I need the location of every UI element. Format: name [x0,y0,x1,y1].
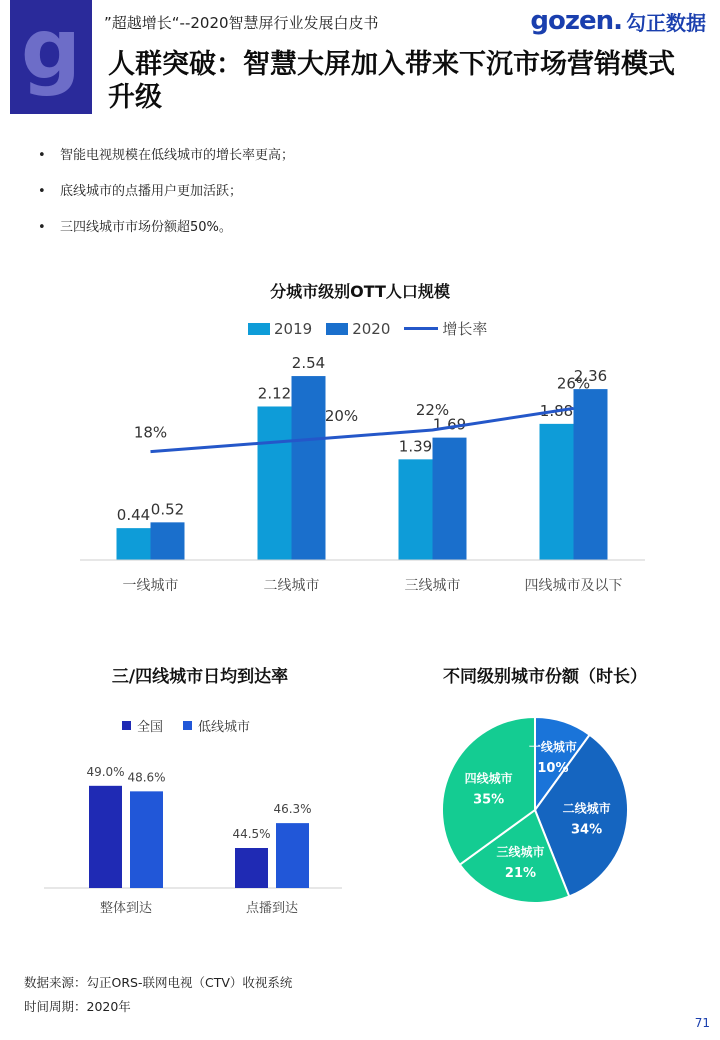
bar-low-tier [276,823,309,888]
category-label: 点播到达 [245,901,299,916]
svg-text:g: g [20,0,82,98]
legend-item-low-tier [183,716,250,735]
time-period: 时间周期：2020年 [24,999,131,1014]
bar-2020 [151,522,185,560]
slice-label: 四线城市 [464,771,513,786]
data-label-2019: 0.44 [116,506,151,525]
slice-value: 21% [504,865,537,881]
data-label-2020: 2.54 [291,354,326,373]
bar-2019 [540,424,574,560]
bar-2020 [433,438,467,560]
bar-2019 [258,406,292,560]
report-subtitle: ”超越增长“--2020智慧屏行业发展白皮书 [104,14,379,32]
legend-label: 2020 [352,319,391,338]
growth-label: 20% [324,406,359,425]
category-label: 整体到达 [99,901,153,916]
legend-swatch [326,323,348,335]
city-share-pie [425,700,645,920]
chart3-title: 不同级别城市份额（时长） [443,667,647,687]
growth-label: 26% [556,374,591,393]
brand-name-cn: 勾正数据 [626,10,706,35]
bullet-list [38,146,294,254]
chart1-title: 分城市级别OTT人口规模 [270,282,450,301]
brand-logo [530,6,706,36]
data-label: 46.3% [273,802,312,817]
bar-low-tier [130,791,163,888]
legend-item-2019 [248,320,312,338]
legend-label: 低线城市 [198,720,251,735]
logo-block [10,0,92,114]
bar-2019 [117,528,151,560]
slice-label: 一线城市 [528,739,577,754]
data-label: 48.6% [127,770,166,785]
category-label: 一线城市 [122,578,179,594]
data-label: 49.0% [86,764,125,779]
data-label-2020: 0.52 [150,500,185,519]
legend-label: 全国 [137,720,164,735]
legend-item-2020 [326,320,390,338]
legend-swatch [248,323,270,335]
bar-nation [89,786,122,888]
brand-name-en: gozen. [530,6,622,36]
category-label: 三线城市 [404,578,461,594]
legend-swatch [122,721,131,730]
slice-value: 35% [473,792,505,808]
legend-item-growth [404,318,487,339]
chart2-title: 三/四线城市日均到达率 [111,667,289,687]
slice-value: 10% [537,760,569,776]
data-label-2020: 2.36 [573,367,608,386]
growth-label: 22% [415,401,450,419]
data-label-2020: 1.69 [432,415,467,434]
category-label: 二线城市 [263,578,320,594]
daily-reach-chart [20,735,360,925]
legend-label: 增长率 [442,320,488,338]
category-label: 四线城市及以下 [524,578,623,594]
data-label-2019: 2.12 [257,384,292,403]
data-label: 44.5% [232,827,271,841]
ott-population-chart [0,345,720,605]
bullet-item: • 底线城市的点播用户更加活跃； [38,182,294,218]
data-label-2019: 1.88 [539,401,574,420]
bullet-item: • 智能电视规模在低线城市的增长率更高； [38,146,294,182]
page-number: 71 [694,1016,710,1030]
bar-nation [235,848,268,888]
page-title: 人群突破：智慧大屏加入带来下沉市场营销模式升级 [108,49,675,113]
bar-2019 [399,459,433,560]
legend-swatch [183,721,192,730]
data-source: 数据来源：勾正ORS-联网电视（CTV）收视系统 [24,975,293,990]
slice-label: 三线城市 [496,844,545,859]
growth-label: 18% [133,423,168,442]
data-label-2019: 1.39 [398,437,433,456]
slice-label: 二线城市 [562,801,611,816]
slice-value: 34% [571,822,603,838]
legend-label: 2019 [274,319,313,338]
legend-line [404,327,438,330]
legend-item-nation [122,716,163,735]
chart1-legend [248,318,501,339]
chart2-legend [122,716,270,735]
bar-2020 [292,376,326,560]
growth-line [151,408,574,451]
g-logo-icon [10,0,92,114]
bullet-item: • 三四线城市市场份额超50%。 [38,218,294,254]
bar-2020 [574,389,608,560]
